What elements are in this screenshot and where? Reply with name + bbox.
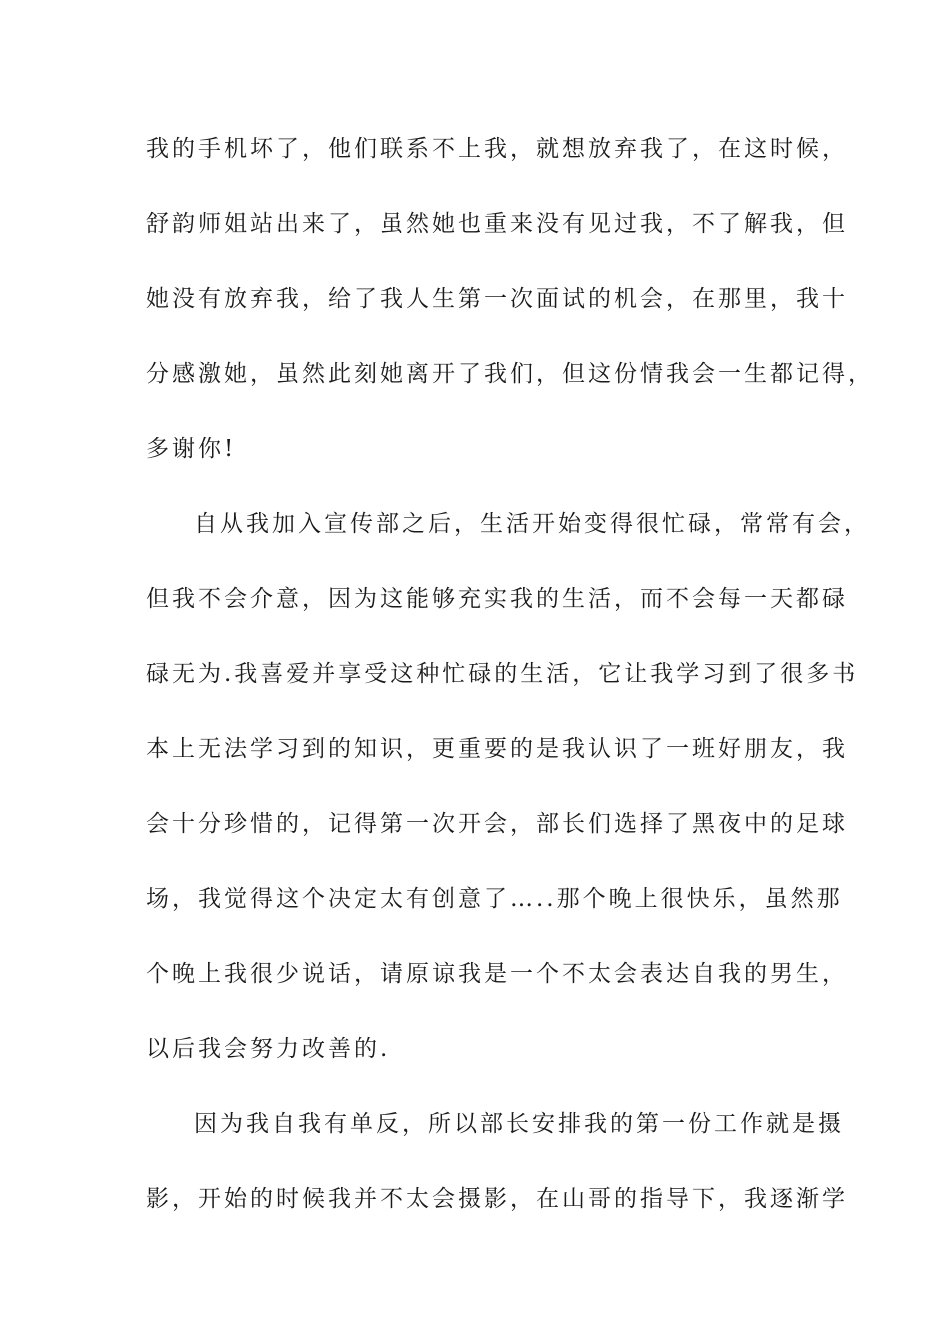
text-line: 影，开始的时候我并不太会摄影，在山哥的指导下，我逐渐学 — [146, 1186, 848, 1212]
text-line: 我的手机坏了，他们联系不上我，就想放弃我了，在这时候， — [146, 136, 848, 162]
text-line: 但我不会介意，因为这能够充实我的生活，而不会每一天都碌 — [146, 586, 848, 612]
text-line: 碌无为.我喜爱并享受这种忙碌的生活，它让我学习到了很多书 — [146, 661, 859, 687]
text-line: 多谢你! — [146, 436, 237, 462]
text-line: 她没有放弃我，给了我人生第一次面试的机会，在那里，我十 — [146, 286, 848, 312]
text-line: 会十分珍惜的，记得第一次开会，部长们选择了黑夜中的足球 — [146, 811, 848, 837]
text-line: 以后我会努力改善的. — [146, 1036, 391, 1062]
text-line: 分感激她，虽然此刻她离开了我们，但这份情我会一生都记得， — [146, 361, 874, 387]
text-line: 舒韵师姐站出来了，虽然她也重来没有见过我，不了解我，但 — [146, 211, 848, 237]
paragraph-start-line: 自从我加入宣传部之后，生活开始变得很忙碌，常常有会， — [194, 511, 870, 537]
text-line: 场，我觉得这个决定太有创意了…..那个晚上很快乐，虽然那 — [146, 886, 843, 912]
text-line: 个晚上我很少说话，请原谅我是一个不太会表达自我的男生， — [146, 961, 848, 987]
text-line: 本上无法学习到的知识，更重要的是我认识了一班好朋友，我 — [146, 736, 848, 762]
paragraph-start-line: 因为我自我有单反，所以部长安排我的第一份工作就是摄 — [194, 1111, 844, 1137]
body-text — [146, 129, 874, 1254]
